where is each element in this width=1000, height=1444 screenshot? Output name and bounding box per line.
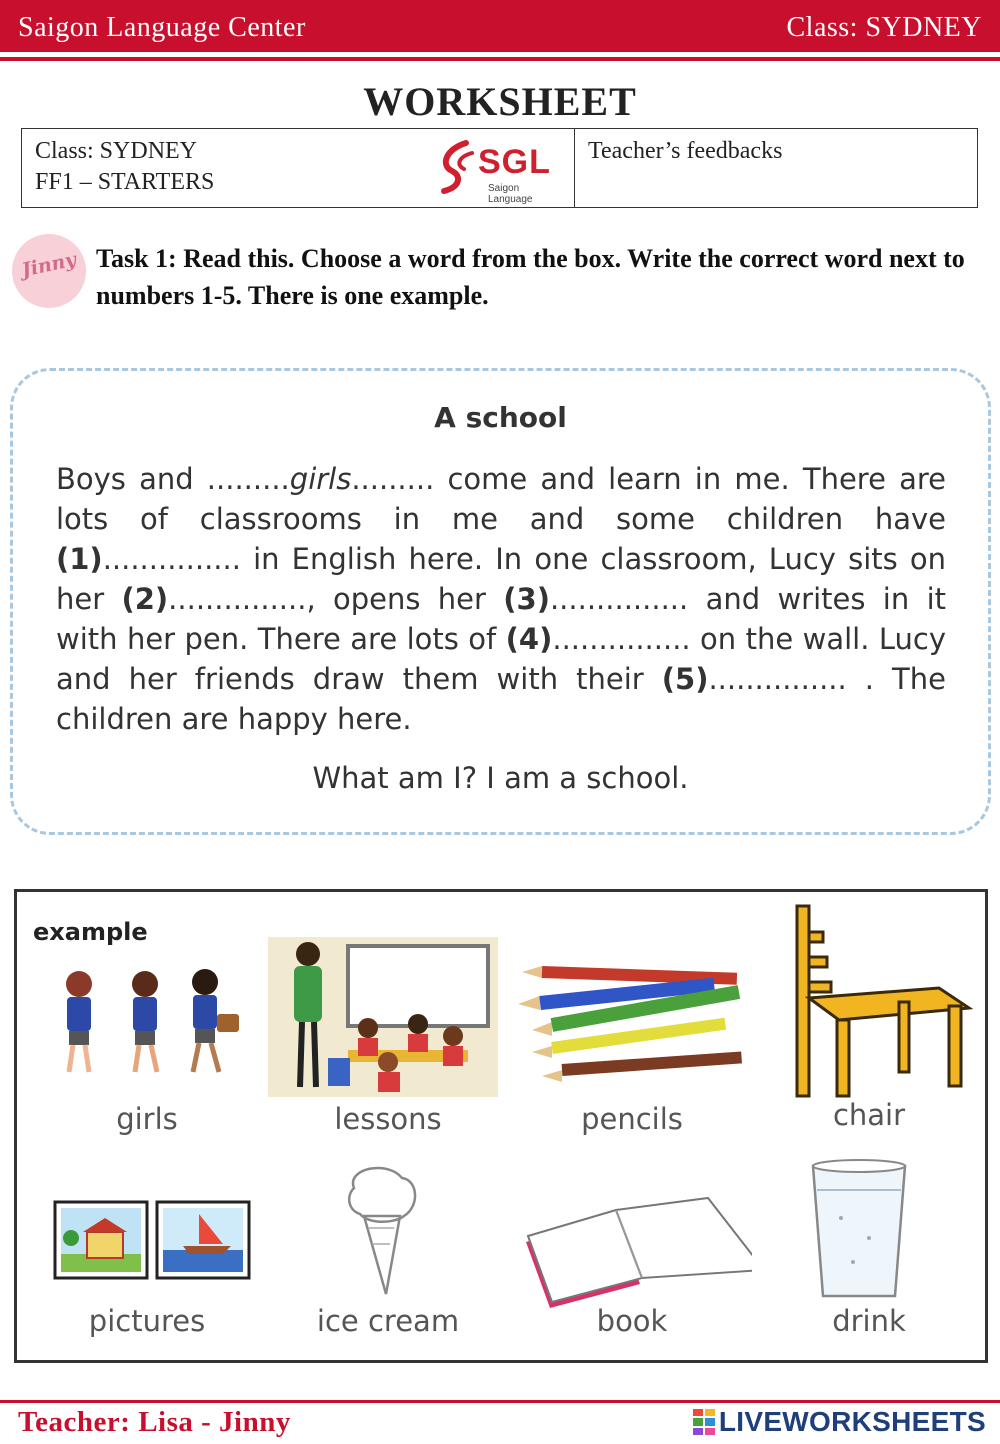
header-bar — [0, 0, 1000, 52]
drink-illustration — [749, 1158, 989, 1304]
answer-gap-1[interactable]: ............... in English here. In one classroom, Lucy sits on her — [56, 542, 946, 616]
jinny-badge — [12, 234, 86, 308]
feedback-cell — [575, 129, 977, 207]
class-info-cell — [22, 129, 575, 207]
badge-text: Jinny — [19, 248, 79, 282]
page-title: WORKSHEET — [363, 79, 637, 124]
gap-number-5: (5) — [661, 662, 709, 696]
word-girls: girls — [116, 1102, 178, 1136]
reading-heading: A school — [434, 401, 567, 434]
answer-gap-5[interactable]: ............... . The children are happy here. — [56, 662, 946, 736]
chair-illustration — [749, 902, 989, 1102]
teacher-credit: Teacher: Lisa - Jinny — [18, 1406, 291, 1438]
header-class-label: Class: SYDNEY — [786, 12, 982, 43]
logo-subtext: Saigon Language — [488, 183, 533, 205]
sgl-swirl-icon — [436, 139, 478, 195]
gap-number-3: (3) — [503, 582, 550, 616]
pictures-illustration — [27, 1192, 267, 1292]
task-instruction: Task 1: Read this. Choose a word from the box. Write the correct word next to numbers 1-5. There is one example. — [96, 244, 965, 310]
gap-number-2: (2) — [121, 582, 169, 616]
answer-gap-3[interactable]: ............... and writes in it with her pen. There are lots of — [56, 582, 946, 656]
riddle-question: What am I? I am a school. — [312, 761, 689, 795]
book-illustration — [512, 1192, 752, 1312]
picture-cell-drink — [749, 1158, 989, 1352]
example-label: example — [33, 918, 148, 946]
liveworksheets-grid-icon — [693, 1409, 715, 1435]
picture-cell-lessons — [268, 932, 508, 1142]
word-pictures: pictures — [88, 1304, 206, 1338]
word-book: book — [596, 1304, 668, 1338]
picture-word-box — [14, 889, 988, 1363]
logo-text: SGL — [478, 143, 551, 181]
reading-box — [10, 368, 991, 835]
sgl-logo — [436, 137, 566, 205]
text-segment: Boys and ......... — [56, 462, 290, 496]
info-table — [21, 128, 978, 208]
word-chair: chair — [832, 1098, 906, 1132]
header-divider — [0, 57, 1000, 61]
answer-gap-2[interactable]: ..............., opens her — [168, 582, 504, 616]
reading-paragraph — [56, 459, 946, 739]
text-segment: ......... come and learn in me. There are lots of classrooms in me and some children have — [56, 462, 946, 536]
answer-gap-4[interactable]: ............... on the wall. Lucy and her friends draw them with their — [56, 622, 946, 696]
picture-cell-girls — [27, 952, 267, 1142]
girls-illustration — [27, 952, 267, 1082]
level-line: FF1 – STARTERS — [35, 169, 215, 195]
word-lessons: lessons — [334, 1102, 442, 1136]
pencils-illustration — [512, 952, 752, 1092]
picture-cell-chair — [749, 902, 989, 1142]
example-answer: girls — [289, 462, 352, 496]
gap-number-1: (1) — [56, 542, 103, 576]
lessons-illustration — [268, 932, 508, 1100]
picture-cell-pencils — [512, 952, 752, 1142]
ice-cream-illustration — [268, 1158, 508, 1298]
picture-cell-book — [512, 1192, 752, 1352]
picture-cell-ice-cream — [268, 1158, 508, 1352]
footer-divider — [0, 1400, 1000, 1403]
liveworksheets-logo[interactable] — [693, 1406, 986, 1438]
picture-cell-pictures — [27, 1192, 267, 1352]
center-name: Saigon Language Center — [18, 12, 306, 43]
class-line: Class: SYDNEY — [35, 138, 198, 164]
word-ice-cream: ice cream — [316, 1304, 460, 1338]
word-pencils: pencils — [581, 1102, 683, 1136]
liveworksheets-text: LIVEWORKSHEETS — [718, 1406, 986, 1437]
gap-number-4: (4) — [505, 622, 553, 656]
word-drink: drink — [832, 1304, 906, 1338]
feedback-label: Teacher’s feedbacks — [588, 138, 783, 164]
